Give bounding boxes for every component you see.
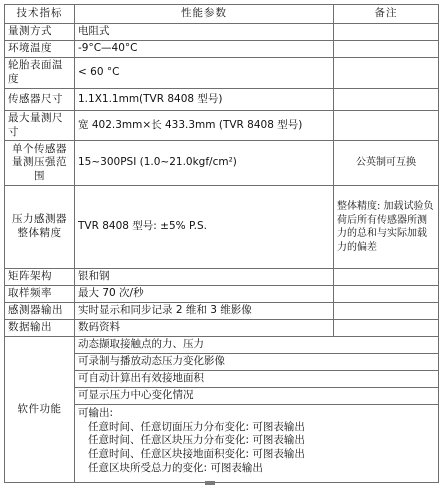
software-output-line: 任意时间、任意区块接地面积变化: 可图表输出 xyxy=(88,447,305,460)
row-value: 数码资料 xyxy=(75,320,334,337)
row-note xyxy=(334,303,439,320)
table-row xyxy=(5,58,439,89)
table-row xyxy=(5,286,439,303)
row-note xyxy=(334,286,439,303)
row-label: 数据输出 xyxy=(5,320,75,337)
table-row xyxy=(5,186,439,269)
row-value: 实时显示和同步记录 2 维和 3 维影像 xyxy=(75,303,334,320)
row-label: 取样频率 xyxy=(5,286,75,303)
page-edge-mark xyxy=(205,481,215,485)
row-value: TVR 8408 型号: ±5% P.S. xyxy=(75,186,334,269)
row-note xyxy=(334,320,439,337)
software-output-line: 任意时间、任意切面压力分布变化: 可图表输出 xyxy=(88,420,305,433)
software-output-cell xyxy=(75,405,439,483)
row-label: 单个传感器量测压强范围 xyxy=(5,141,75,186)
row-value: 1.1X1.1mm(TVR 8408 型号) xyxy=(75,89,334,111)
software-output-heading: 可输出: xyxy=(78,407,114,419)
row-note: 公英制可互换 xyxy=(334,141,439,186)
row-label: 感测器输出 xyxy=(5,303,75,320)
row-value: -9°C—40°C xyxy=(75,41,334,58)
software-item: 可录制与播放动态压力变化影像 xyxy=(75,354,439,371)
header-parameters: 性能参数 xyxy=(75,5,334,24)
row-label: 压力感测器整体精度 xyxy=(5,186,75,269)
row-label: 矩阵架构 xyxy=(5,269,75,286)
table-row xyxy=(5,24,439,41)
row-note xyxy=(334,58,439,89)
row-label: 轮胎表面温度 xyxy=(5,58,75,89)
row-value: 宽 402.3mm×长 433.3mm (TVR 8408 型号) xyxy=(75,111,334,141)
row-label: 最大量测尺寸 xyxy=(5,111,75,141)
row-label: 量测方式 xyxy=(5,24,75,41)
software-output-line: 任意区块所受总力的变化: 可图表输出 xyxy=(88,461,263,474)
header-row xyxy=(5,5,439,24)
row-note xyxy=(334,89,439,111)
row-value: 电阻式 xyxy=(75,24,334,41)
table-row xyxy=(5,320,439,337)
header-indicator: 技术指标 xyxy=(5,5,75,24)
row-note xyxy=(334,111,439,141)
table-row xyxy=(5,89,439,111)
software-output-line: 任意时间、任意区块压力分布变化: 可图表输出 xyxy=(88,434,305,447)
table-row xyxy=(5,141,439,186)
row-note: 整体精度: 加载试验负荷后所有传感器所测力的总和与实际加载力的偏差 xyxy=(334,186,439,269)
spec-table xyxy=(4,4,439,483)
row-value: 银和钢 xyxy=(75,269,334,286)
row-note xyxy=(334,41,439,58)
row-value: 15~300PSI (1.0~21.0kgf/cm²) xyxy=(75,141,334,186)
table-row xyxy=(5,303,439,320)
software-row xyxy=(5,337,439,354)
software-label: 软件功能 xyxy=(5,337,75,483)
row-note xyxy=(334,24,439,41)
row-label: 环境温度 xyxy=(5,41,75,58)
row-value: 最大 70 次/秒 xyxy=(75,286,334,303)
table-row xyxy=(5,269,439,286)
table-row xyxy=(5,111,439,141)
software-item: 可显示压力中心变化情况 xyxy=(75,388,439,405)
row-note xyxy=(334,269,439,286)
software-item: 可自动计算出有效接地面积 xyxy=(75,371,439,388)
software-item: 动态撷取接触点的力、压力 xyxy=(75,337,439,354)
header-remarks: 备注 xyxy=(334,5,439,24)
table-row xyxy=(5,41,439,58)
row-label: 传感器尺寸 xyxy=(5,89,75,111)
row-value: < 60 °C xyxy=(75,58,334,89)
